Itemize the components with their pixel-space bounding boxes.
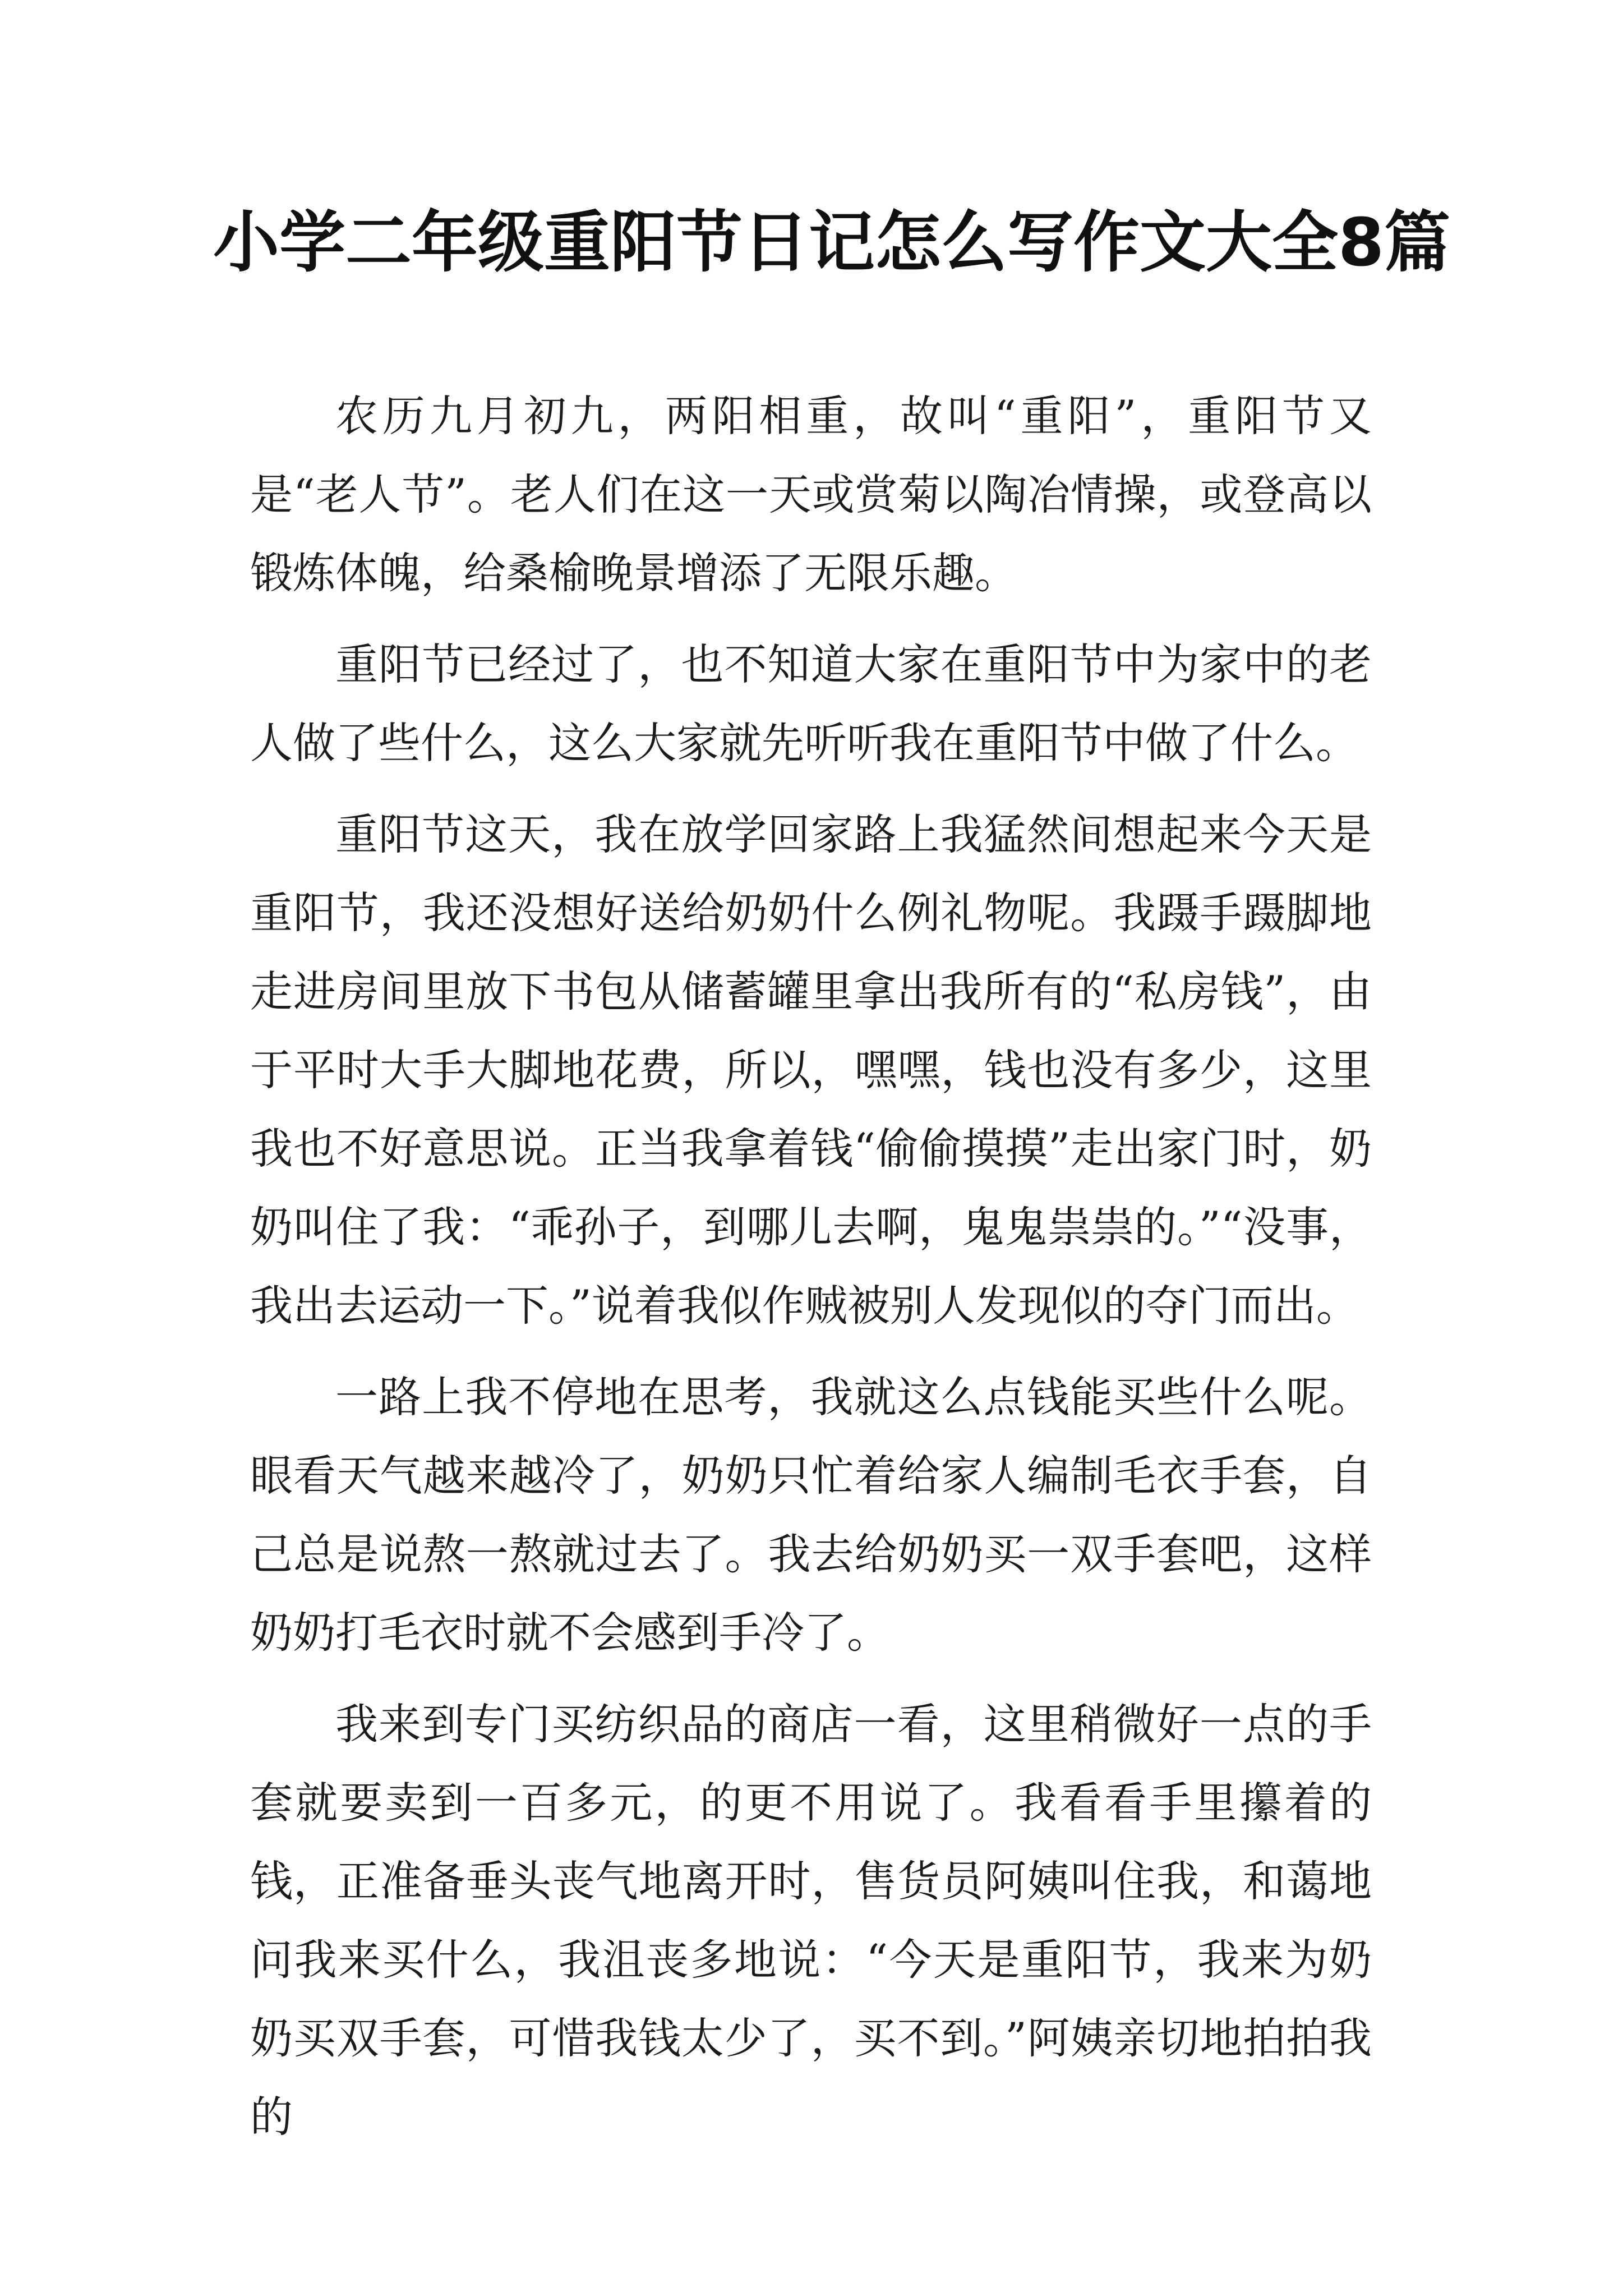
- document-body: [250, 377, 1372, 2169]
- document-title: 小学二年级重阳节日记怎么写作文大全8篇: [213, 204, 1451, 281]
- paragraph: 我来到专门买纺织品的商店一看，这里稍微好一点的手套就要卖到一百多元，的更不用说了。我看看手里攥着的钱，正准备垂头丧气地离开时，售货员阿姨叫住我，和蔼地问我来买什么，我沮丧多地说：“今天是重阳节，我来为奶奶买双手套，可惜我钱太少了，买不到。”阿姨亲切地拍拍我的: [250, 1699, 1372, 2142]
- paragraph: 重阳节已经过了，也不知道大家在重阳节中为家中的老人做了些什么，这么大家就先听听我在重阳节中做了什么。: [250, 639, 1372, 768]
- paragraph: 重阳节这天，我在放学回家路上我猛然间想起来今天是重阳节，我还没想好送给奶奶什么例礼物呢。我蹑手蹑脚地走进房间里放下书包从储蓄罐里拿出我所有的“私房钱”，由于平时大手大脚地花费，所以，嘿嘿，钱也没有多少，这里我也不好意思说。正当我拿着钱“偷偷摸摸”走出家门时，奶奶叫住了我：“乖孙子，到哪儿去啊，鬼鬼祟祟的。”“没事，我出去运动一下。”说着我似作贼被别人发现似的夺门而出。: [250, 809, 1372, 1331]
- paragraph: 农历九月初九，两阳相重，故叫“重阳”，重阳节又是“老人节”。老人们在这一天或赏菊以陶冶情操，或登高以锻炼体魄，给桑榆晚景增添了无限乐趣。: [250, 391, 1372, 598]
- paragraph: 一路上我不停地在思考，我就这么点钱能买些什么呢。眼看天气越来越冷了，奶奶只忙着给家人编制毛衣手套，自己总是说熬一熬就过去了。我去给奶奶买一双手套吧，这样奶奶打毛衣时就不会感到手冷了。: [250, 1372, 1372, 1658]
